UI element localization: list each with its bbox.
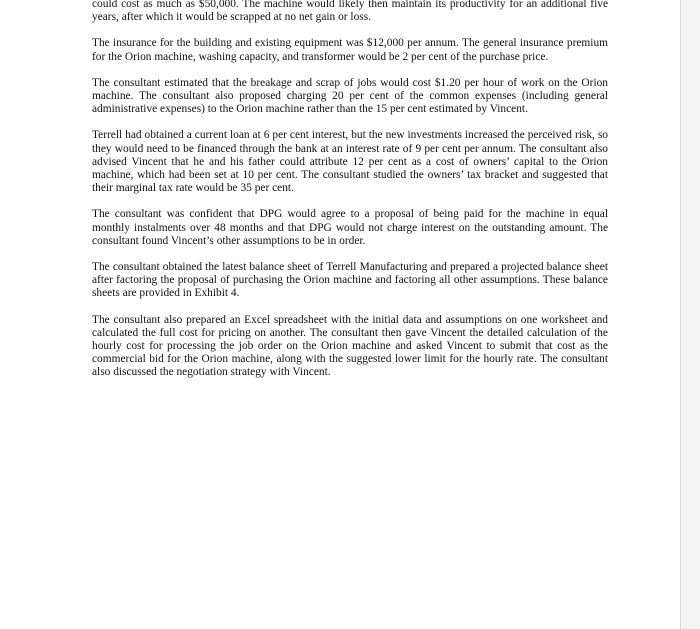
paragraph-spreadsheet: The consultant also prepared an Excel spreadsheet with the initial data and assumptions on one worksheet and calculated the full cost for pricing on another. The consultant then gave Vincent the detailed calculation of the hourly cost for processing the job order on the Orion machine and asked Vincent to submit that cost as the commercial bid for the Orion machine, along with the suggested lower limit for the hourly rate. The consultant also discussed the negotiation strategy with Vincent. <box>92 313 608 379</box>
paragraph-instalments: The consultant was confident that DPG would agree to a proposal of being paid for the machine in equal monthly instalments over 48 months and that DPG would not charge interest on the outstanding amount. The consultant found Vincent’s other assumptions to be in order. <box>92 208 608 247</box>
paragraph-insurance: The insurance for the building and existing equipment was $12,000 per annum. The general insurance premium for the Orion machine, washing capacity, and transformer would be 2 per cent of the purchase price. <box>92 37 608 63</box>
paragraph-breakage-scrap: The consultant estimated that the breakage and scrap of jobs would cost $1.20 per hour of work on the Orion machine. The consultant also proposed charging 20 per cent of the common expenses (including general administrative expenses) to the Orion machine rather than the 15 per cent estimated by Vincent. <box>92 76 608 116</box>
paragraph-balance-sheet: The consultant obtained the latest balance sheet of Terrell Manufacturing and prepared a projected balance sheet after factoring the proposal of purchasing the Orion machine and factoring all other assumptions. These balance sheets are provided in Exhibit 4. <box>92 261 608 300</box>
paragraph-machine-cost: could cost as much as $50,000. The machine would likely then maintain its productivity for an additional five years, after which it would be scrapped at no net gain or loss. <box>92 0 608 24</box>
viewer-gutter <box>681 0 700 629</box>
paragraph-financing: Terrell had obtained a current loan at 6 per cent interest, but the new investments increased the perceived risk, so they would need to be financed through the bank at an interest rate of 9 per cent per annum. The consultant also advised Vincent that he and his father could attribute 12 per cent as a cost of owners’ capital to the Orion machine, which had been set at 10 per cent. The consultant studied the owners’ tax bracket and suggested that their marginal tax rate would be 35 per cent. <box>92 129 608 195</box>
document-body <box>92 0 608 393</box>
